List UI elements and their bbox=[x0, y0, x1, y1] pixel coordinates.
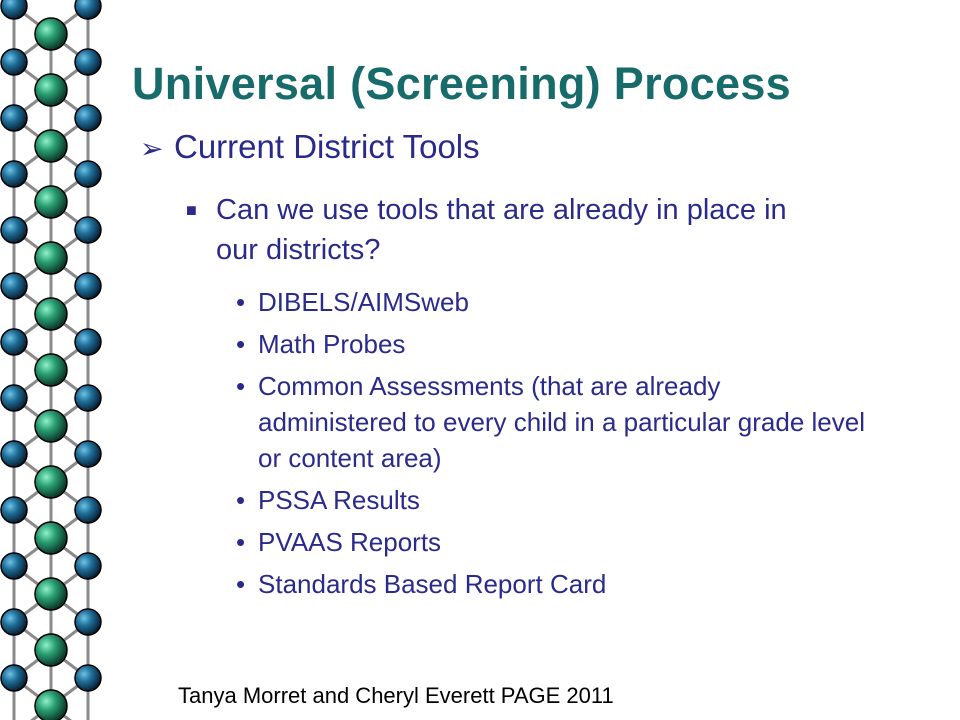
lattice-sphere-blue bbox=[75, 273, 101, 299]
bullet-dot-icon: • bbox=[236, 287, 246, 317]
lattice-sphere-blue bbox=[1, 553, 27, 579]
footer-credit: Tanya Morret and Cheryl Everett PAGE 2011 bbox=[178, 683, 614, 708]
lattice-sphere-green bbox=[35, 130, 67, 162]
bullet-dot-icon: • bbox=[236, 485, 246, 515]
list-item-text: Standards Based Report Card bbox=[258, 569, 607, 599]
lattice-sphere-blue bbox=[75, 385, 101, 411]
lattice-sphere-blue bbox=[75, 217, 101, 243]
lattice-sphere-blue bbox=[75, 161, 101, 187]
lattice-sphere-green bbox=[35, 522, 67, 554]
lattice-sphere-blue bbox=[75, 441, 101, 467]
lattice-sphere-blue bbox=[1, 609, 27, 635]
lattice-sphere-green bbox=[35, 466, 67, 498]
lattice-sphere-blue bbox=[75, 553, 101, 579]
lattice-sphere-blue bbox=[1, 49, 27, 75]
level2-text: Can we use tools that are already in place in our districts? bbox=[216, 194, 787, 266]
lattice-sphere-green bbox=[35, 298, 67, 330]
arrow-bullet-icon: ➢ bbox=[140, 133, 164, 164]
lattice-sphere-green bbox=[35, 634, 67, 666]
list-item-text: PSSA Results bbox=[258, 485, 420, 515]
lattice-sphere-blue bbox=[1, 385, 27, 411]
list-item bbox=[236, 326, 876, 362]
lattice-sphere-green bbox=[35, 578, 67, 610]
lattice-sphere-blue bbox=[1, 273, 27, 299]
lattice-sphere-blue bbox=[75, 0, 101, 19]
lattice-sphere-green bbox=[35, 410, 67, 442]
list-item bbox=[236, 566, 876, 602]
tool-list bbox=[236, 284, 876, 608]
lattice-sphere-blue bbox=[1, 665, 27, 691]
lattice-sphere-blue bbox=[1, 329, 27, 355]
list-item-text: DIBELS/AIMSweb bbox=[258, 287, 469, 317]
lattice-sphere-blue bbox=[75, 497, 101, 523]
molecule-lattice-decoration bbox=[0, 0, 110, 720]
lattice-sphere-blue bbox=[1, 0, 27, 19]
lattice-sphere-blue bbox=[1, 161, 27, 187]
lattice-sphere-blue bbox=[75, 665, 101, 691]
lattice-sphere-blue bbox=[1, 441, 27, 467]
lattice-sphere-blue bbox=[1, 105, 27, 131]
bullet-dot-icon: • bbox=[236, 527, 246, 557]
lattice-sphere-green bbox=[35, 186, 67, 218]
lattice-sphere-green bbox=[35, 74, 67, 106]
bullet-dot-icon: • bbox=[236, 569, 246, 599]
lattice-sphere-green bbox=[35, 18, 67, 50]
lattice-sphere-green bbox=[35, 354, 67, 386]
list-item bbox=[236, 524, 876, 560]
lattice-sphere-blue bbox=[75, 329, 101, 355]
list-item bbox=[236, 284, 876, 320]
lattice-sphere-blue bbox=[75, 609, 101, 635]
lattice-sphere-blue bbox=[75, 49, 101, 75]
lattice-sphere-green bbox=[35, 242, 67, 274]
list-item-text: Math Probes bbox=[258, 329, 406, 359]
list-item-text: PVAAS Reports bbox=[258, 527, 442, 557]
lattice-sphere-blue bbox=[1, 497, 27, 523]
level1-text: Current District Tools bbox=[174, 128, 480, 165]
bullet-dot-icon: • bbox=[236, 371, 246, 401]
lattice-sphere-blue bbox=[1, 217, 27, 243]
slide-title: Universal (Screening) Process bbox=[132, 58, 791, 109]
bullet-dot-icon: • bbox=[236, 329, 246, 359]
square-bullet-icon: ■ bbox=[186, 200, 197, 220]
lattice-sphere-blue bbox=[75, 105, 101, 131]
level1-bullet bbox=[140, 128, 480, 166]
list-item bbox=[236, 368, 876, 476]
level2-bullet bbox=[186, 190, 836, 270]
list-item-text: Common Assessments (that are already administered to every child in a particular grade level or content area) bbox=[258, 371, 865, 473]
lattice-sphere-green bbox=[35, 690, 67, 720]
list-item bbox=[236, 482, 876, 518]
